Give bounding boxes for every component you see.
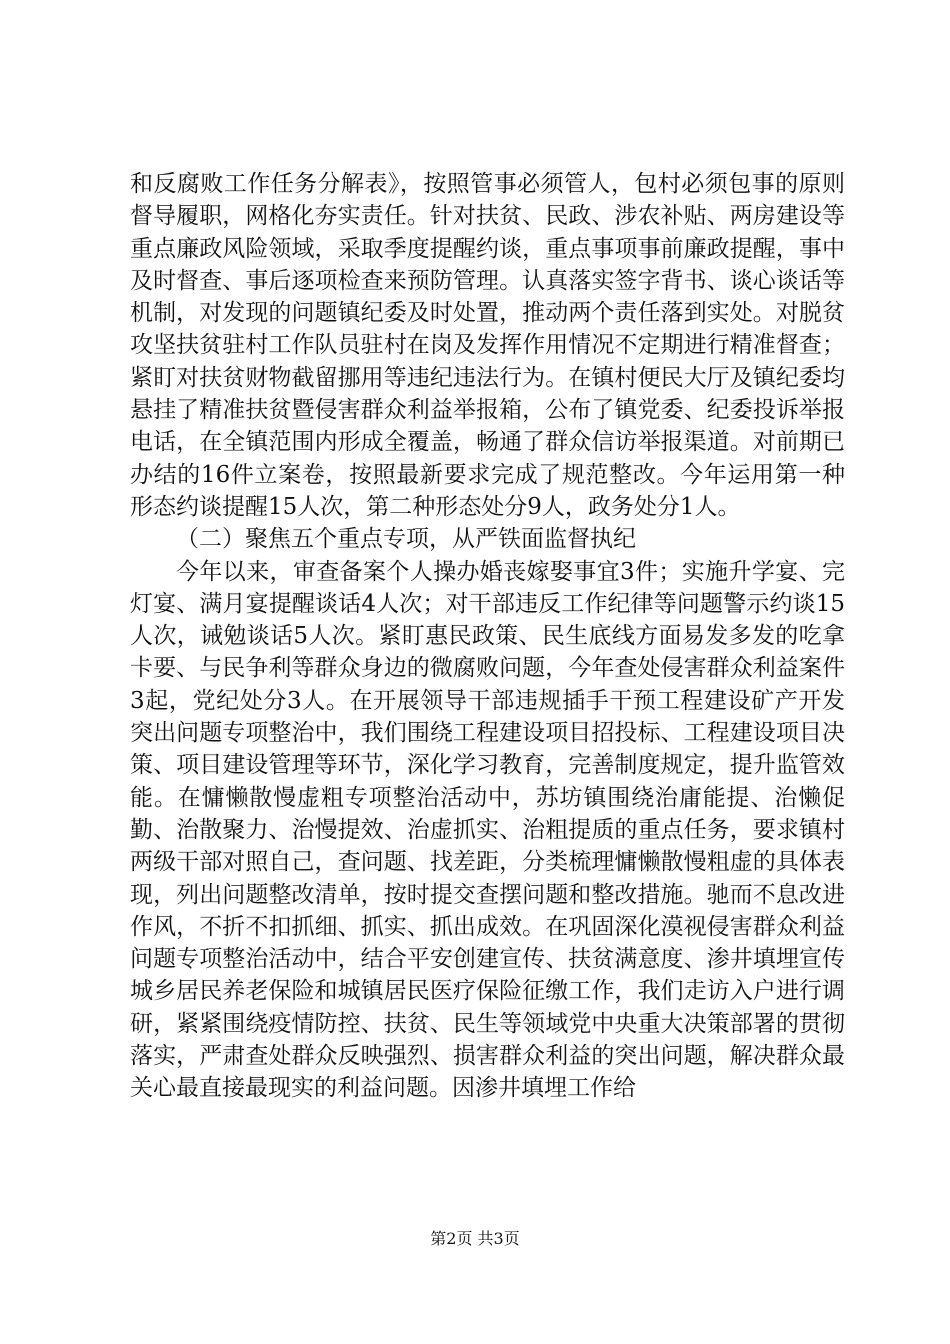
paragraph: 今年以来，审查备案个人操办婚丧嫁娶事宜3件；实施升学宴、完灯宴、满月宴提醒谈话4人次；对干部违反工作纪律等问题警示约谈15人次，诫勉谈话5人次。紧盯惠民政策、民生底线方面易发多发的吃拿卡要、与民争利等群众身边的微腐败问题，今年查处侵害群众利益案件3起，党纪处分3人。在开展领导干部违规插手干预工程建设矿产开发突出问题专项整治中，我们围绕工程建设项目招投标、工程建设项目决策、项目建设管理等环节，深化学习教育，完善制度规定，提升监管效能。在慵懒散慢虚粗专项整治活动中，苏坊镇围绕治庸能提、治懒促勤、治散聚力、治慢提效、治虚抓实、治粗提质的重点任务，要求镇村两级干部对照自己，查问题、找差距，分类梳理慵懒散慢粗虚的具体表现，列出问题整改清单，按时提交查摆问题和整改措施。驰而不息改进作风，不折不扣抓细、抓实、抓出成效。在巩固深化漠视侵害群众利益问题专项整治活动中，结合平安创建宣传、扶贫满意度、渗井填埋宣传城乡居民养老保险和城镇居民医疗保险征缴工作，我们走访入户进行调研，紧紧围绕疫情防控、扶贫、民生等领域党中央重大决策部署的贯彻落实，严肃查处群众反映强烈、损害群众利益的突出问题，解决群众最关心最直接最现实的利益问题。因渗井填埋工作给 [130,558,845,1102]
section-heading: （二）聚焦五个重点专项，从严铁面监督执纪 [176,526,636,553]
document-body [130,168,845,1105]
paragraph-continuation: 和反腐败工作任务分解表》，按照管事必须管人，包村必须包事的原则督导履职，网格化夯实责任。针对扶贫、民政、涉农补贴、两房建设等重点廉政风险领域，采取季度提醒约谈，重点事项事前廉政提醒，事中及时督查、事后逐项检查来预防管理。认真落实签字背书、谈心谈话等机制，对发现的问题镇纪委及时处置，推动两个责任落到实处。对脱贫攻坚扶贫驻村工作队员驻村在岗及发挥作用情况不定期进行精准督查；紧盯对扶贫财物截留挪用等违纪违法行为。在镇村便民大厅及镇纪委均悬挂了精准扶贫暨侵害群众利益举报箱，公布了镇党委、纪委投诉举报电话，在全镇范围内形成全覆盖，畅通了群众信访举报渠道。对前期已办结的16件立案卷，按照最新要求完成了规范整改。今年运用第一种形态约谈提醒15人次，第二种形态处分9人，政务处分1人。 [130,171,845,520]
page-footer: 第2页 共3页 [430,1229,520,1248]
